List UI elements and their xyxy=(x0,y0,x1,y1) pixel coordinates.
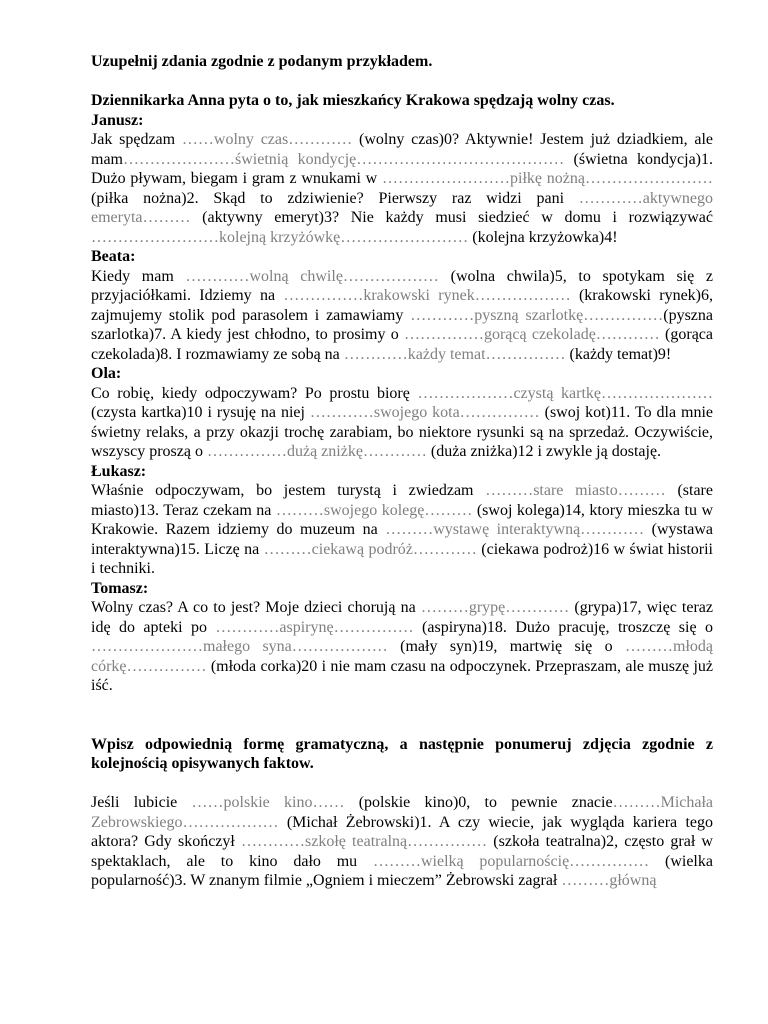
text-run: (pyszna szarlotka)7. A kiedy jest chłodno, to prosimy o xyxy=(91,306,713,343)
text-run: Jak spędzam xyxy=(91,131,182,148)
text-run: (Michał Żebrowski)1. A czy wiecie, jak wygląda kariera tego aktora? Gdy skończył xyxy=(91,813,713,850)
text-run: (krakowski rynek)6, zajmujemy stolik pod parasolem i zamawiamy xyxy=(91,287,714,324)
text-run: (wielka popularność)3. W znanym filmie „Ogniem i mieczem” Żebrowski zagrał xyxy=(91,852,713,889)
exercise1-instruction: Uzupełnij zdania zgodnie z podanym przykładem. xyxy=(91,53,433,70)
text-run: (piłka nożna)2. Skąd to zdziwienie? Pierwszy raz widzi pani xyxy=(91,189,579,207)
answer-fill: ……………krakowski rynek……………… xyxy=(283,287,571,304)
answer-fill: ……………gorącą czekoladę………… xyxy=(403,326,660,343)
text-run: (kolejna krzyżowka)4! xyxy=(468,228,618,246)
answer-fill: …………aktywnego emeryta……… xyxy=(91,189,713,226)
speaker-name: Łukasz: xyxy=(91,462,147,480)
answer-fill: …………wolną chwilę……………… xyxy=(185,267,439,285)
text-run: (czysta kartka)10 i rysuję na niej xyxy=(91,404,310,421)
speaker-paragraph xyxy=(91,384,713,462)
answer-fill: ………swojego kolegę……… xyxy=(275,501,473,519)
exercise1-sections xyxy=(91,111,713,696)
text-run: (swoj kot)11. To dla mnie świetny relaks, a przy okazji trochę zarabiam, bo niektore rysunki są na sprzedaż. Oczywiście, wszyscy proszą o xyxy=(91,404,714,460)
text-run: (każdy temat)9! xyxy=(565,345,672,363)
answer-fill: …………swojego kota…………… xyxy=(309,404,540,421)
answer-fill: …………………małego syna……………… xyxy=(91,638,388,655)
text-run: (grypa)17, więc teraz idę do apteki po xyxy=(91,599,713,636)
text-run: (wolny czas)0? Aktywnie! Jestem już dziadkiem, ale mam xyxy=(91,131,714,168)
text-run: (mały syn)19, martwię się o xyxy=(387,638,625,655)
speaker-paragraph xyxy=(91,130,713,247)
answer-fill: ……wolny czas………… xyxy=(181,131,353,148)
speaker-name: Janusz: xyxy=(91,111,144,129)
answer-fill: ……polskie kino…… xyxy=(191,794,345,811)
text-run: (aktywny emeryt)3? Nie każdy musi siedzieć w domu i rozwiązywać xyxy=(190,209,713,226)
text-run: (wolna chwila)5, to spotykam się z przyjaciółkami. Idziemy na xyxy=(91,267,714,304)
text-run: Właśnie odpoczywam, bo jestem turystą i zwiedzam xyxy=(91,482,486,499)
speaker-name: Ola: xyxy=(91,365,122,382)
answer-fill: ………główną xyxy=(561,872,657,889)
answer-fill: ………grypę………… xyxy=(420,599,570,616)
speaker-paragraph xyxy=(91,267,713,365)
answer-fill: ………………czystą kartkę………………… xyxy=(417,384,714,402)
answer-fill: ……………………piłkę nożną…………………… xyxy=(382,170,713,187)
text-run: (szkoła teatralna)2, często grał w spektaklach, ale to kino dało mu xyxy=(91,833,713,870)
answer-fill: ………młodą córkę…………… xyxy=(91,638,713,675)
answer-fill: ………Michała Zebrowskiego……………… xyxy=(91,794,714,831)
text-run: (ciekawa podroż)16 w świat historii i techniki. xyxy=(91,540,713,577)
answer-fill: …………szkołę teatralną…………… xyxy=(241,833,488,850)
text-run: Kiedy mam xyxy=(91,267,186,285)
speaker-paragraph xyxy=(91,481,713,579)
answer-fill: ……………dużą zniżkę………… xyxy=(206,443,427,460)
answer-fill: ………wystawę interaktywną………… xyxy=(385,521,645,538)
answer-fill: ………ciekawą podróż………… xyxy=(263,540,477,558)
answer-fill: ……………………kolejną krzyżówkę…………………… xyxy=(91,228,469,246)
text-run: (młoda corka)20 i nie mam czasu na odpoczynek. Przepraszam, ale muszę już iść. xyxy=(91,657,713,694)
text-run: (polskie kino)0, to pewnie znacie xyxy=(344,794,613,811)
answer-fill: …………każdy temat…………… xyxy=(343,345,566,363)
speaker-paragraph xyxy=(91,598,713,696)
text-run: Jeśli lubicie xyxy=(91,794,192,811)
answer-fill: ………wielką popularnościę…………… xyxy=(372,852,650,870)
text-run: (stare miasto)13. Teraz czekam na xyxy=(91,482,713,519)
answer-fill: …………pyszną szarlotkę…………… xyxy=(410,306,664,324)
exercise2-instruction: Wpisz odpowiednią formę gramatyczną, a następnie ponumeruj zdjęcia zgodnie z kolejnością opisywanych faktow. xyxy=(91,735,713,772)
text-run: (świetna kondycja)1. Dużo pływam, biegam i gram z wnukami w xyxy=(91,150,713,187)
text-run: Wolny czas? A co to jest? Moje dzieci chorują na xyxy=(91,599,421,616)
exercise2-paragraph xyxy=(91,793,713,891)
answer-fill: …………aspirynę…………… xyxy=(215,618,414,636)
answer-fill: …………………świetnią kondycję………………………………… xyxy=(123,150,565,168)
text-run: (swoj kolega)14, ktory mieszka tu w Krakowie. Razem idziemy do muzeum na xyxy=(91,501,713,538)
worksheet-page xyxy=(91,52,713,891)
speaker-name: Beata: xyxy=(91,248,136,265)
answer-fill: ………stare miasto……… xyxy=(485,482,666,499)
text-run: Co robię, kiedy odpoczywam? Po prostu biorę xyxy=(91,384,418,402)
text-run: (wystawa interaktywna)15. Liczę na xyxy=(91,521,713,558)
text-run: (gorąca czekolada)8. I rozmawiamy ze sobą na xyxy=(91,326,713,363)
exercise1-context: Dziennikarka Anna pyta o to, jak mieszkańcy Krakowa spędzają wolny czas. xyxy=(91,92,615,109)
speaker-name: Tomasz: xyxy=(91,579,149,597)
text-run: (aspiryna)18. Dużo pracuję, troszczę się o xyxy=(413,618,713,636)
text-run: (duża zniżka)12 i zwykle ją dostaję. xyxy=(426,443,662,460)
